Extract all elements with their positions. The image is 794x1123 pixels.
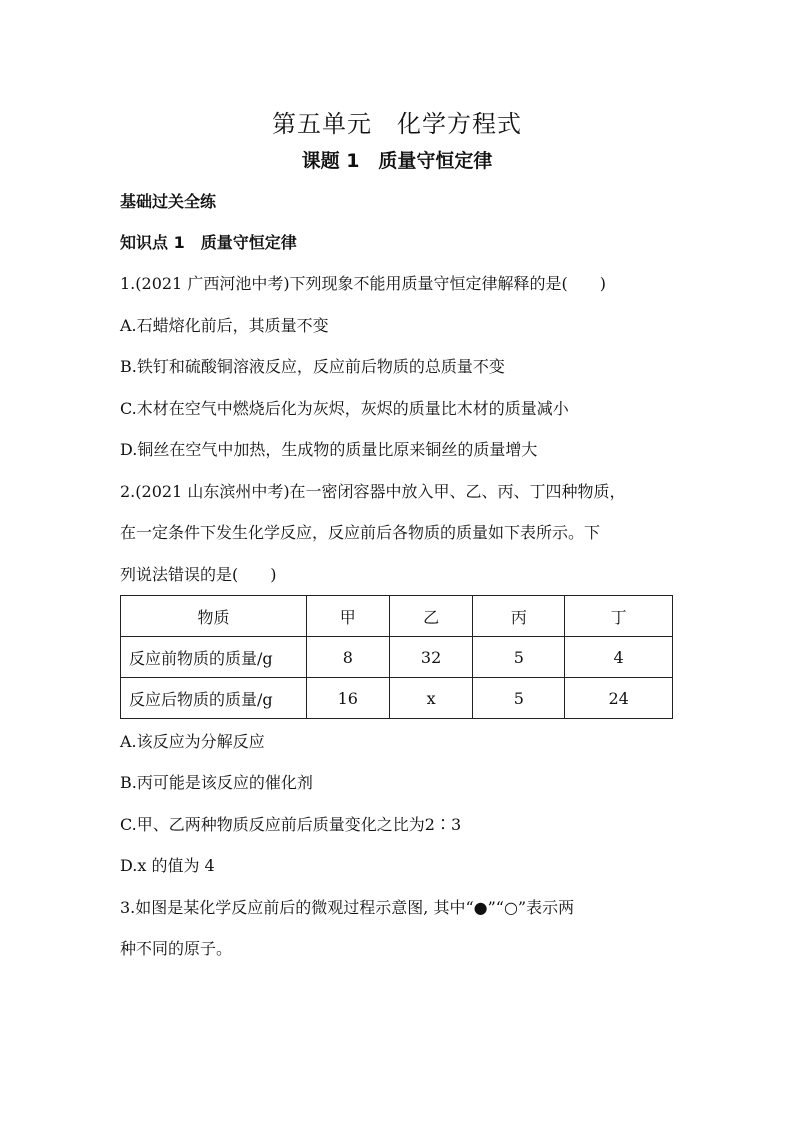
question-3-stem-line-2: 种不同的原子。 (120, 939, 233, 958)
question-2-option-c: C.甲、乙两种物质反应前后质量变化之比为2∶3 (120, 815, 462, 834)
mass-data-table (120, 595, 673, 719)
question-1-option-d: D.铜丝在空气中加热，生成物的质量比原来铜丝的质量增大 (120, 440, 538, 459)
lesson-title: 课题 1 质量守恒定律 (301, 150, 493, 172)
table-header-cell: 丁 (565, 596, 673, 637)
page-title: 第五单元 化学方程式 (272, 110, 522, 138)
question-2-option-a: A.该反应为分解反应 (120, 732, 265, 751)
table-header-cell: 甲 (306, 596, 389, 637)
table-cell: 16 (306, 678, 389, 719)
section-heading: 基础过关全练 (120, 192, 217, 211)
table-cell: 8 (306, 637, 389, 678)
question-3-stem-line-1: 3.如图是某化学反应前后的微观过程示意图, 其中“●”“○”表示两 (120, 898, 575, 917)
table-cell: 反应后物质的质量/g (121, 678, 307, 719)
table-header-row (121, 596, 673, 637)
table-row (121, 678, 673, 719)
table-cell: 24 (565, 678, 673, 719)
question-2-stem-line-1: 2.(2021 山东滨州中考)在一密闭容器中放入甲、乙、丙、丁四种物质， (120, 482, 626, 501)
table-header-cell: 乙 (389, 596, 473, 637)
question-1-option-a: A.石蜡熔化前后，其质量不变 (120, 316, 329, 335)
table-cell: 32 (389, 637, 473, 678)
table-header-cell: 物质 (121, 596, 307, 637)
question-1-stem: 1.(2021 广西河池中考)下列现象不能用质量守恒定律解释的是( ) (120, 274, 607, 293)
question-2-stem-line-2: 在一定条件下发生化学反应，反应前后各物质的质量如下表所示。下 (120, 523, 601, 542)
question-2-option-d: D.x 的值为 4 (120, 856, 215, 875)
table-cell: 5 (473, 678, 565, 719)
table-cell: 反应前物质的质量/g (121, 637, 307, 678)
table-header-cell: 丙 (473, 596, 565, 637)
question-2-option-b: B.丙可能是该反应的催化剂 (120, 773, 313, 792)
table-cell: x (389, 678, 473, 719)
table-cell: 4 (565, 637, 673, 678)
question-2-stem-line-3: 列说法错误的是( ) (120, 565, 277, 584)
question-1-option-b: B.铁钉和硫酸铜溶液反应，反应前后物质的总质量不变 (120, 357, 505, 376)
question-1-option-c: C.木材在空气中燃烧后化为灰烬，灰烬的质量比木材的质量减小 (120, 399, 569, 418)
table-cell: 5 (473, 637, 565, 678)
knowledge-point-heading: 知识点 1 质量守恒定律 (120, 233, 297, 252)
table-row (121, 637, 673, 678)
